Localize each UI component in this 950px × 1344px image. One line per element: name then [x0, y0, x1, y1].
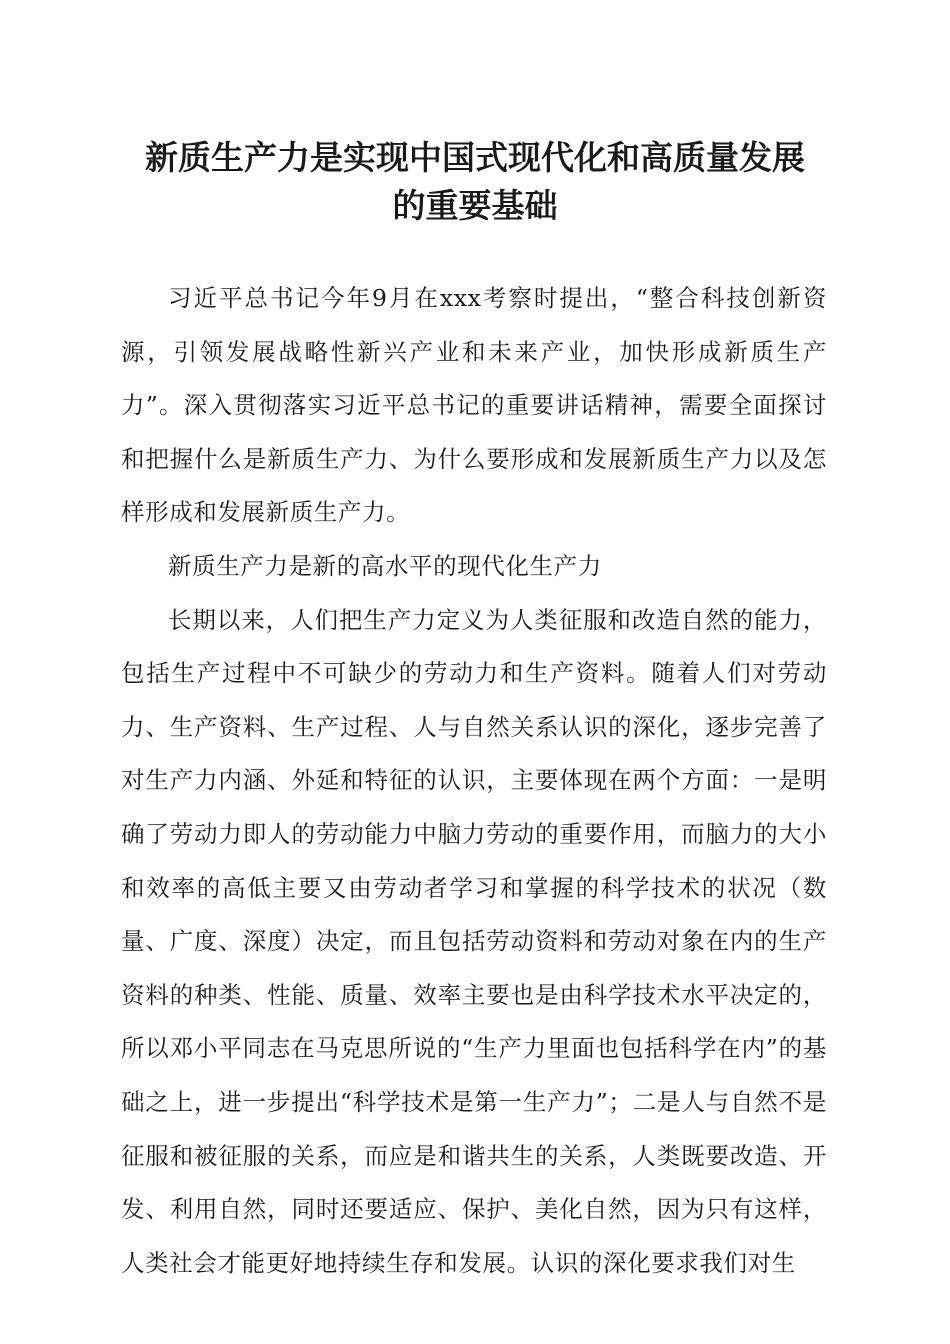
section-heading: 新质生产力是新的高水平的现代化生产力: [168, 551, 602, 580]
title-line-1: 新质生产力是实现中国式现代化和高质量发展: [145, 138, 805, 177]
paragraph-intro: 习近平总书记今年9月在xxx考察时提出，“整合科技创新资源，引领发展战略性新兴产业和未来产业，加快形成新质生产力”。深入贯彻落实习近平总书记的重要讲话精神，需要全面探讨和把握什么是新质生产力、为什么要形成和发展新质生产力以及怎样形成和发展新质生产力。: [121, 284, 827, 527]
document-title: [110, 134, 840, 230]
paragraph-body: 长期以来，人们把生产力定义为人类征服和改造自然的能力，包括生产过程中不可缺少的劳动力和生产资料。随着人们对劳动力、生产资料、生产过程、人与自然关系认识的深化，逐步完善了对生产力内涵、外延和特征的认识，主要体现在两个方面：一是明确了劳动力即人的劳动能力中脑力劳动的重要作用，而脑力的大小和效率的高低主要又由劳动者学习和掌握的科学技术的状况（数量、广度、深度）决定，而且包括劳动资料和劳动对象在内的生产资料的种类、性能、质量、效率主要也是由科学技术水平决定的，所以邓小平同志在马克思所说的“生产力里面也包括科学在内”的基础之上，进一步提出“科学技术是第一生产力”；二是人与自然不是征服和被征服的关系，而应是和谐共生的关系，人类既要改造、开发、利用自然，同时还要适应、保护、美化自然，因为只有这样，人类社会才能更好地持续生存和发展。认识的深化要求我们对生: [121, 605, 827, 1277]
title-line-2: 的重要基础: [392, 186, 558, 225]
document-body: [121, 272, 827, 1290]
